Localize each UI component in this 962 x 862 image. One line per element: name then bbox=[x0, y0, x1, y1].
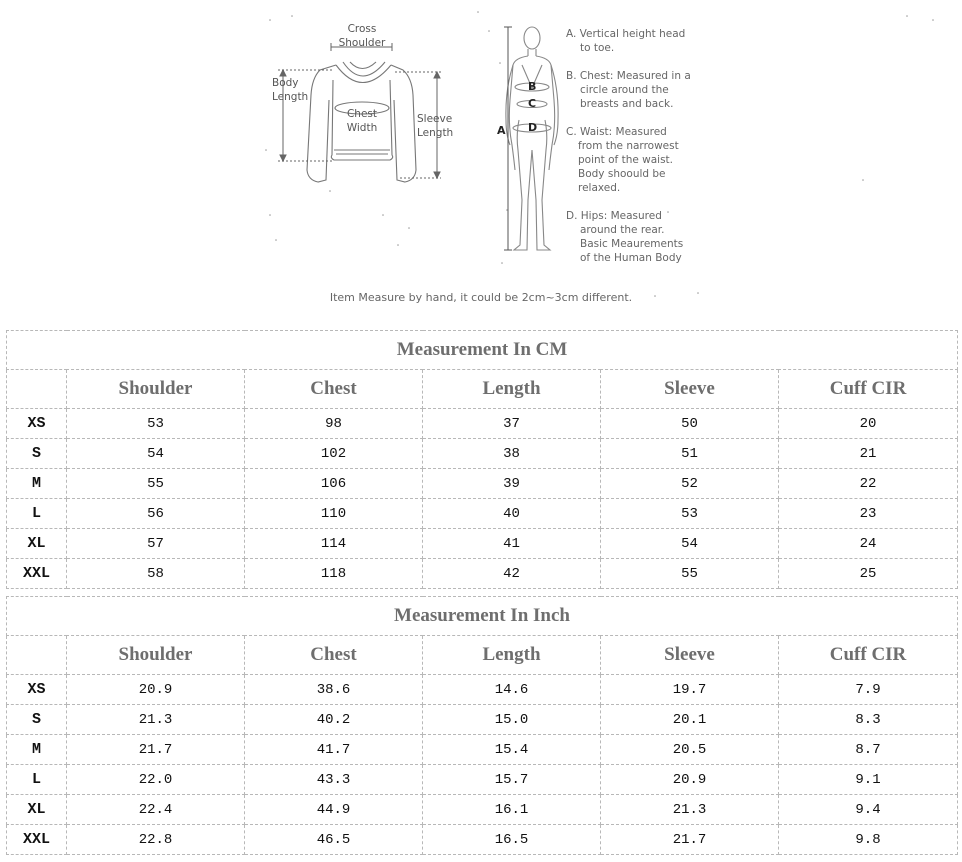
value-cell: 25 bbox=[779, 559, 958, 589]
letter-b: B bbox=[528, 80, 537, 93]
header-sleeve: Sleeve bbox=[601, 636, 779, 675]
size-cell: L bbox=[7, 765, 67, 795]
note-b: B. Chest: Measured in a circle around the breasts and back. bbox=[566, 70, 691, 110]
value-cell: 39 bbox=[423, 469, 601, 499]
size-cell: S bbox=[7, 705, 67, 735]
value-cell: 98 bbox=[245, 409, 423, 439]
value-cell: 43.3 bbox=[245, 765, 423, 795]
value-cell: 9.8 bbox=[779, 825, 958, 855]
value-cell: 16.1 bbox=[423, 795, 601, 825]
value-cell: 53 bbox=[601, 499, 779, 529]
value-cell: 21.3 bbox=[67, 705, 245, 735]
note-c: C. Waist: Measured from the narrowest point of the waist. Body shoould be relaxed. bbox=[566, 126, 679, 194]
header-length: Length bbox=[423, 636, 601, 675]
value-cell: 22.0 bbox=[67, 765, 245, 795]
table-row bbox=[7, 529, 958, 559]
diagram-drawing bbox=[0, 0, 962, 326]
value-cell: 44.9 bbox=[245, 795, 423, 825]
value-cell: 58 bbox=[67, 559, 245, 589]
header-sleeve: Sleeve bbox=[601, 370, 779, 409]
value-cell: 15.7 bbox=[423, 765, 601, 795]
value-cell: 8.7 bbox=[779, 735, 958, 765]
value-cell: 106 bbox=[245, 469, 423, 499]
value-cell: 46.5 bbox=[245, 825, 423, 855]
note-d: D. Hips: Measured around the rear. Basic Meaurements of the Human Body bbox=[566, 210, 684, 264]
table-row bbox=[7, 705, 958, 735]
value-cell: 38.6 bbox=[245, 675, 423, 705]
value-cell: 8.3 bbox=[779, 705, 958, 735]
header-cell bbox=[7, 370, 67, 409]
human-figure-illustration bbox=[506, 27, 558, 250]
size-cell: XL bbox=[7, 529, 67, 559]
value-cell: 9.4 bbox=[779, 795, 958, 825]
value-cell: 14.6 bbox=[423, 675, 601, 705]
table-title-cm: Measurement In CM bbox=[7, 331, 958, 370]
value-cell: 41 bbox=[423, 529, 601, 559]
value-cell: 42 bbox=[423, 559, 601, 589]
header-cuff-cir: Cuff CIR bbox=[779, 370, 958, 409]
value-cell: 22.8 bbox=[67, 825, 245, 855]
size-table-inch bbox=[6, 596, 958, 855]
size-cell: M bbox=[7, 735, 67, 765]
letter-a: A bbox=[497, 124, 506, 137]
body-length-label: Body Length bbox=[272, 77, 309, 103]
sleeve-length-label: Sleeve Length bbox=[417, 113, 454, 139]
value-cell: 22 bbox=[779, 469, 958, 499]
header-shoulder: Shoulder bbox=[67, 636, 245, 675]
value-cell: 21.7 bbox=[67, 735, 245, 765]
table-row bbox=[7, 559, 958, 589]
header-cell bbox=[7, 636, 67, 675]
value-cell: 110 bbox=[245, 499, 423, 529]
size-cell: S bbox=[7, 439, 67, 469]
value-cell: 54 bbox=[601, 529, 779, 559]
value-cell: 52 bbox=[601, 469, 779, 499]
size-cell: L bbox=[7, 499, 67, 529]
value-cell: 20.9 bbox=[601, 765, 779, 795]
header-length: Length bbox=[423, 370, 601, 409]
value-cell: 51 bbox=[601, 439, 779, 469]
table-row bbox=[7, 735, 958, 765]
value-cell: 41.7 bbox=[245, 735, 423, 765]
value-cell: 40.2 bbox=[245, 705, 423, 735]
cross-shoulder-label: Cross Shoulder bbox=[338, 23, 386, 49]
value-cell: 50 bbox=[601, 409, 779, 439]
value-cell: 40 bbox=[423, 499, 601, 529]
table-row bbox=[7, 825, 958, 855]
value-cell: 53 bbox=[67, 409, 245, 439]
letter-d: D bbox=[528, 121, 538, 134]
letter-c: C bbox=[528, 97, 537, 110]
note-a: A. Vertical height head to toe. bbox=[566, 28, 686, 54]
value-cell: 38 bbox=[423, 439, 601, 469]
size-cell: XXL bbox=[7, 559, 67, 589]
table-row bbox=[7, 439, 958, 469]
measure-caption: Item Measure by hand, it could be 2cm~3cm different. bbox=[329, 291, 633, 304]
value-cell: 15.4 bbox=[423, 735, 601, 765]
value-cell: 114 bbox=[245, 529, 423, 559]
value-cell: 9.1 bbox=[779, 765, 958, 795]
value-cell: 7.9 bbox=[779, 675, 958, 705]
value-cell: 19.7 bbox=[601, 675, 779, 705]
value-cell: 21 bbox=[779, 439, 958, 469]
table-row bbox=[7, 499, 958, 529]
table-row bbox=[7, 675, 958, 705]
value-cell: 57 bbox=[67, 529, 245, 559]
table-row bbox=[7, 795, 958, 825]
chest-width-label: Chest Width bbox=[346, 108, 378, 134]
size-table-cm bbox=[6, 330, 958, 589]
value-cell: 56 bbox=[67, 499, 245, 529]
value-cell: 102 bbox=[245, 439, 423, 469]
table-title-inch: Measurement In Inch bbox=[7, 597, 958, 636]
size-cell: XS bbox=[7, 409, 67, 439]
value-cell: 37 bbox=[423, 409, 601, 439]
value-cell: 54 bbox=[67, 439, 245, 469]
value-cell: 21.7 bbox=[601, 825, 779, 855]
table-row bbox=[7, 469, 958, 499]
value-cell: 16.5 bbox=[423, 825, 601, 855]
header-cuff-cir: Cuff CIR bbox=[779, 636, 958, 675]
size-cell: XS bbox=[7, 675, 67, 705]
value-cell: 20.5 bbox=[601, 735, 779, 765]
value-cell: 23 bbox=[779, 499, 958, 529]
value-cell: 20.1 bbox=[601, 705, 779, 735]
size-cell: XXL bbox=[7, 825, 67, 855]
header-chest: Chest bbox=[245, 370, 423, 409]
table-row bbox=[7, 765, 958, 795]
value-cell: 24 bbox=[779, 529, 958, 559]
size-cell: M bbox=[7, 469, 67, 499]
value-cell: 55 bbox=[601, 559, 779, 589]
header-shoulder: Shoulder bbox=[67, 370, 245, 409]
value-cell: 20 bbox=[779, 409, 958, 439]
value-cell: 20.9 bbox=[67, 675, 245, 705]
header-chest: Chest bbox=[245, 636, 423, 675]
value-cell: 55 bbox=[67, 469, 245, 499]
table-row bbox=[7, 409, 958, 439]
size-cell: XL bbox=[7, 795, 67, 825]
value-cell: 21.3 bbox=[601, 795, 779, 825]
value-cell: 22.4 bbox=[67, 795, 245, 825]
measurement-diagram bbox=[0, 0, 962, 326]
value-cell: 15.0 bbox=[423, 705, 601, 735]
table-header-row bbox=[7, 370, 958, 409]
value-cell: 118 bbox=[245, 559, 423, 589]
table-header-row bbox=[7, 636, 958, 675]
